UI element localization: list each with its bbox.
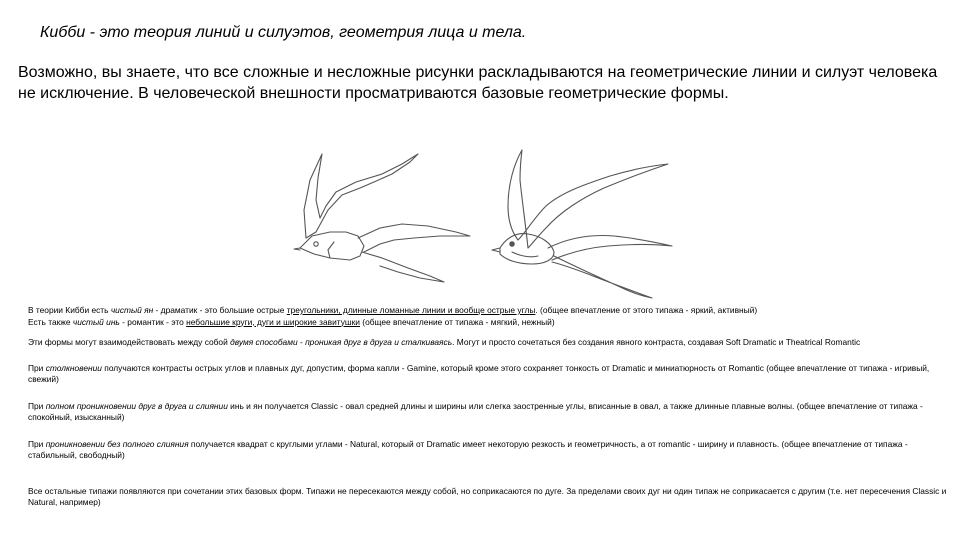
text: При — [28, 438, 46, 449]
swallow-rounded-drawing — [492, 150, 672, 298]
term-pure-yang: чистый ян — [110, 305, 154, 315]
text: При — [28, 400, 46, 411]
text: получается квадрат с круглыми углами - Natural, который от Dramatic имеет некоторую резкость и геометричность, а от romantic - ширину и плавность. (общее впечатление от типажа - стабильный, свободный) — [28, 438, 908, 460]
paragraph-dramatic — [28, 305, 948, 317]
paragraph-gamine — [28, 363, 948, 386]
kibbe-theory-body — [28, 305, 948, 509]
underlined-shapes-yang: треугольники, длинные ломанные линии и вообще острые углы — [286, 305, 536, 315]
text: - романтик - это — [119, 316, 187, 327]
paragraph-interaction — [28, 337, 948, 349]
term-pure-yin: чистый инь — [72, 316, 120, 327]
intro-text: Возможно, вы знаете, что все сложные и несложные рисунки раскладываются на геометрические линии и силуэт человека не исключение. В человеческой внешности просматриваются базовые геометрические формы. — [18, 64, 938, 102]
text: . (общее впечатление от этого типажа - яркий, активный) — [535, 305, 758, 315]
text: - — [297, 337, 306, 347]
swallow-illustration — [290, 140, 710, 310]
text: Есть также — [28, 316, 73, 327]
term-collision: столкновении — [45, 362, 102, 373]
text: В теории Кибби есть — [28, 305, 111, 315]
text: получаются контрасты острых углов и плавных дуг, допустим, форма капли - Gamine, который кроме этого сохраняет тонкость от Dramatic и миниатюрность от Romantic (общее впечатление от типажа - игривый, свежий) — [28, 362, 930, 384]
paragraph-natural — [28, 439, 948, 462]
paragraph-other-types: Все остальные типажи появляются при сочетании этих базовых форм. Типажи не пересекаются между собой, но соприкасаются по дуге. За пределами своих дуг ни один типаж не соприкасается с другим (т.е. нет пересечения Classic и Natural, например) — [28, 485, 947, 507]
text: . Могут и просто сочетаться без создания явного контраста, создавая Soft Dramatic и Theatrical Romantic — [452, 337, 861, 347]
slide-title: Кибби - это теория линий и силуэтов, геометрия лица и тела. — [40, 24, 527, 41]
term-two-ways: двумя способами — [230, 337, 298, 347]
paragraph-romantic — [28, 317, 948, 329]
text: (общее впечатление от типажа - мягкий, нежный) — [359, 316, 555, 327]
paragraph-classic — [28, 401, 948, 424]
underlined-shapes-yin: небольшие круги, дуги и широкие завитушки — [186, 316, 360, 327]
term-penetrating-colliding: проникая друг в друга и сталкиваясь — [305, 337, 453, 347]
swallow-angular-drawing — [294, 154, 470, 282]
text: инь и ян получается Classic - овал средней длины и ширины или слегка заостренные углы, вписанные в овал, а также длинные плавные волны. (общее впечатление от типажа - спокойный, изысканный) — [28, 400, 923, 422]
text: Эти формы могут взаимодействовать между собой — [28, 337, 231, 347]
text: При — [28, 362, 46, 373]
text: - драматик - это большие острые — [153, 305, 287, 315]
term-partial-merge: проникновении без полного слияния — [45, 438, 189, 449]
term-full-merge: полном проникновении друг в друга и слиянии — [45, 400, 228, 411]
